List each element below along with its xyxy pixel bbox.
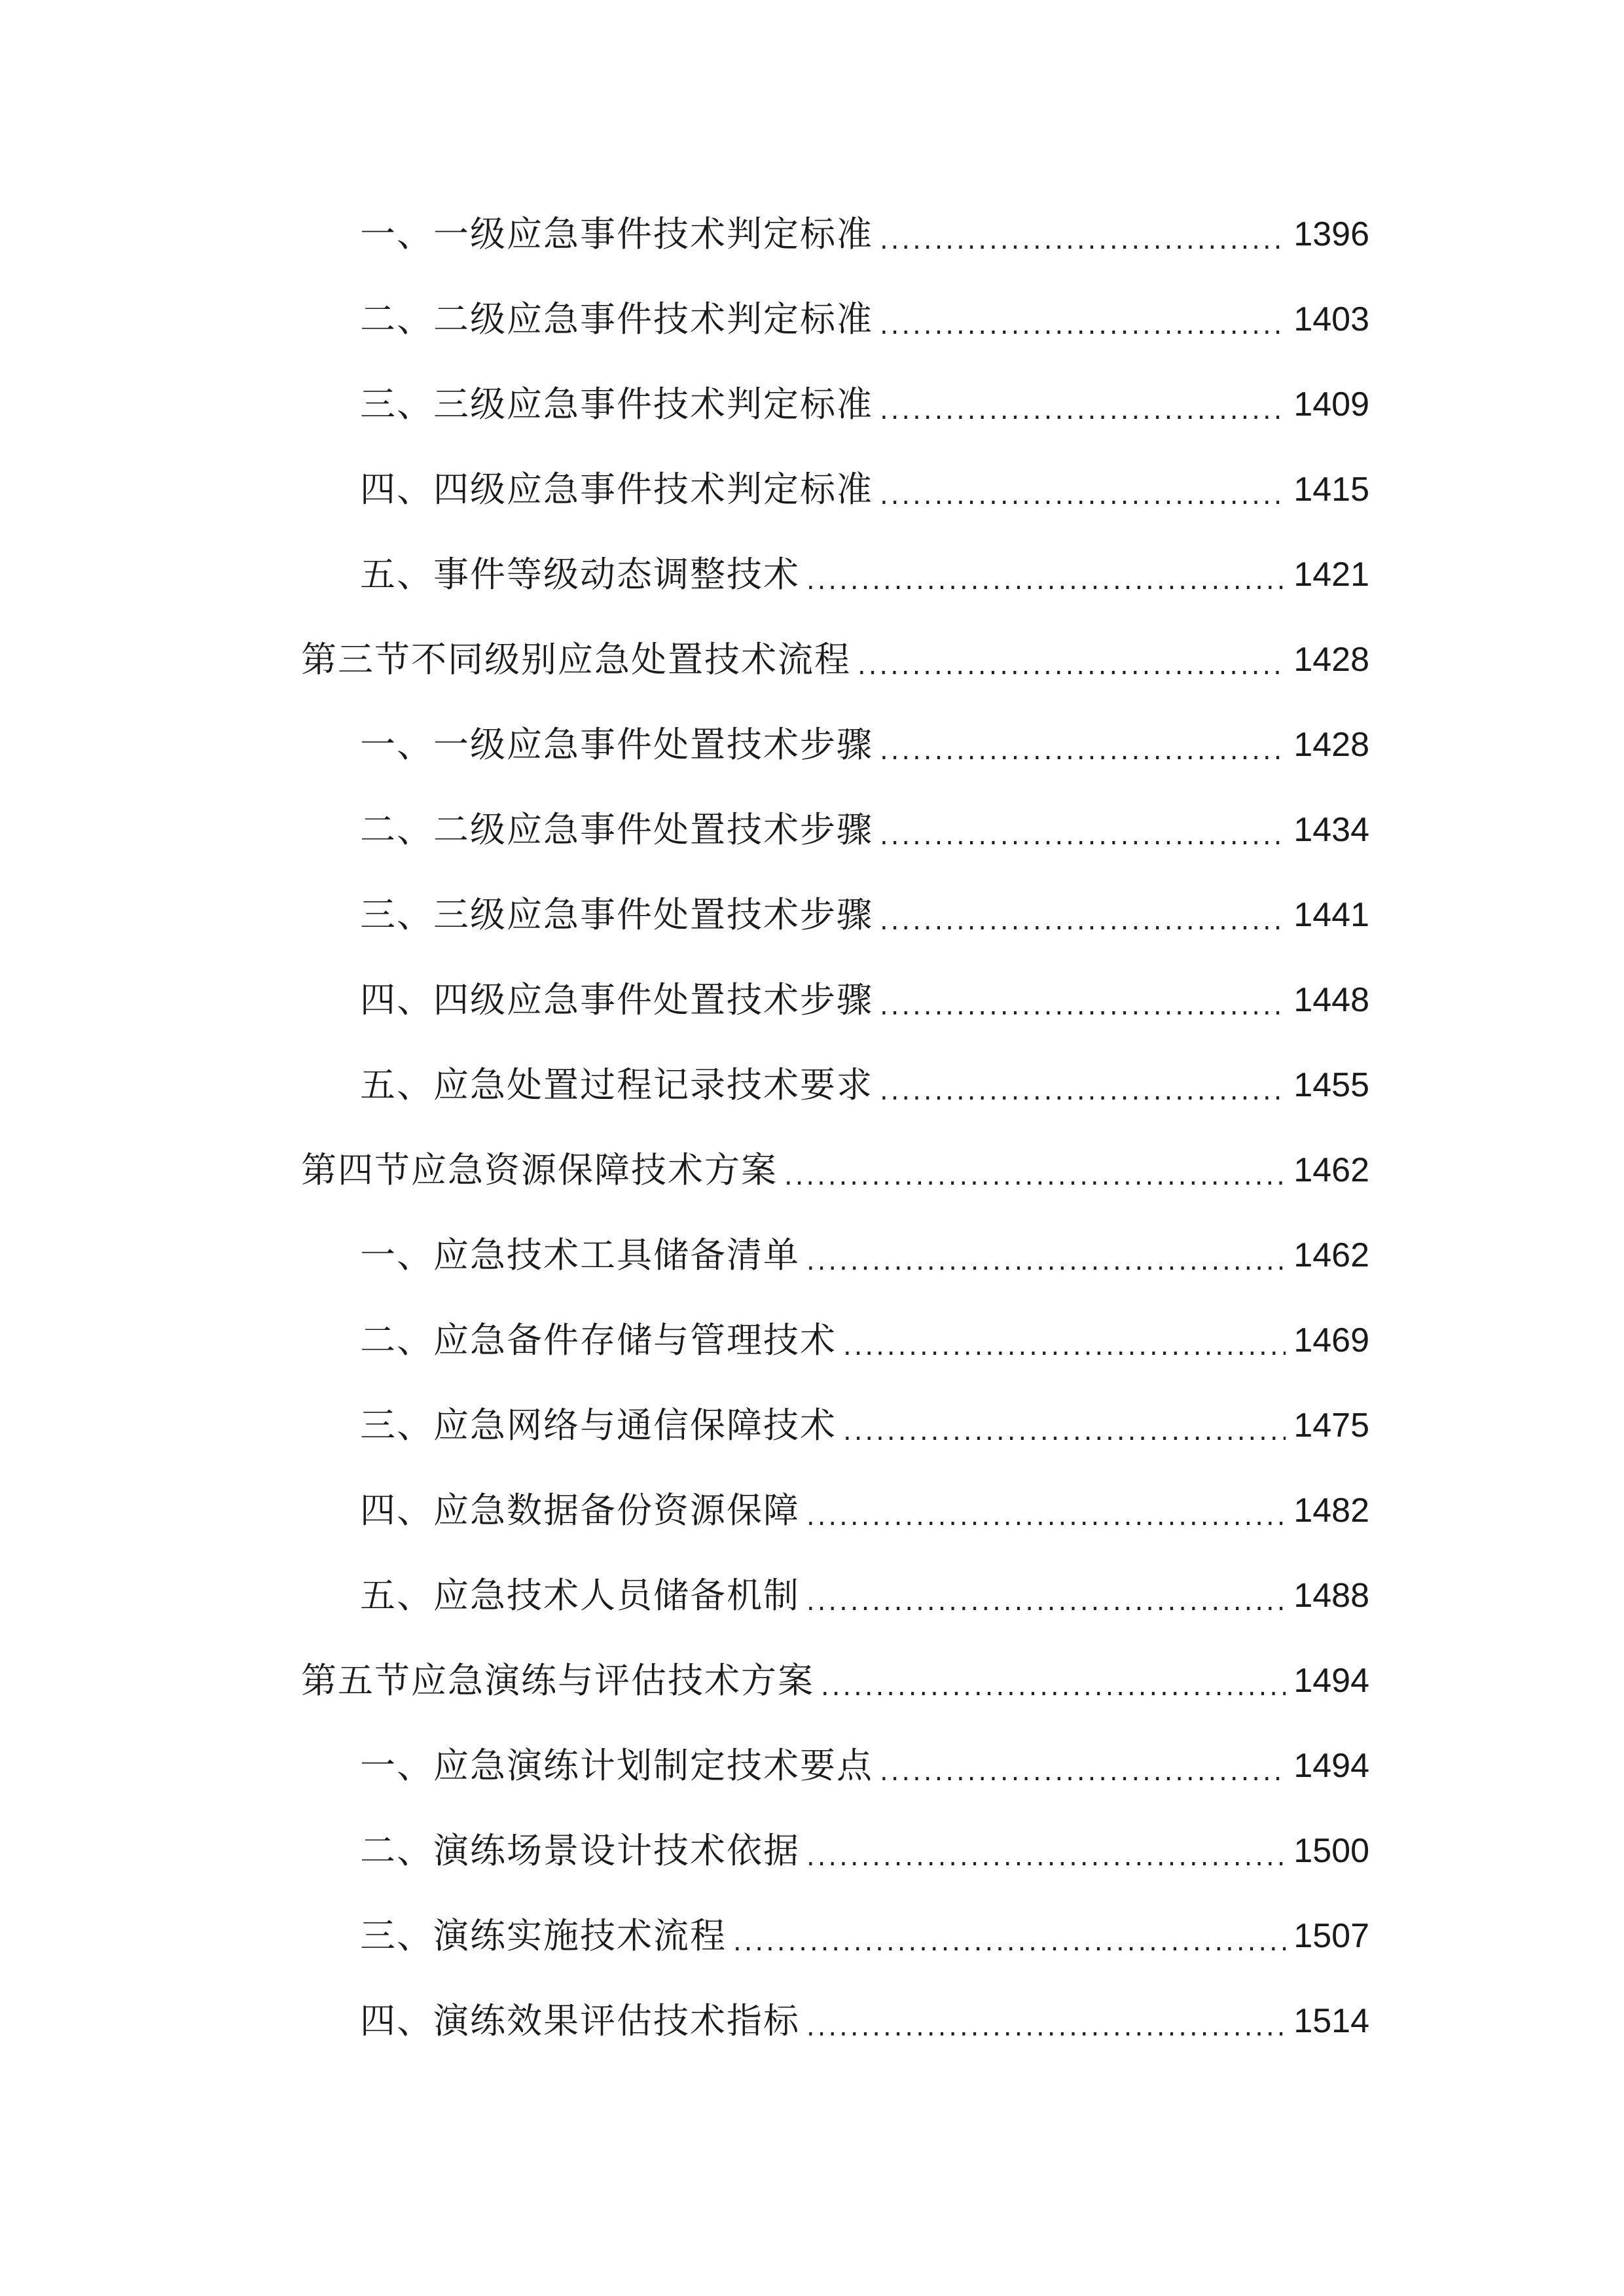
toc-entry[interactable] (360, 974, 1369, 1026)
toc-dot-leader (843, 1411, 1286, 1452)
toc-entry-title: 三、应急网络与通信保障技术 (360, 1405, 837, 1446)
toc-entry-page: 1396 (1293, 215, 1369, 253)
toc-entry-page: 1441 (1293, 896, 1369, 934)
toc-entry-page: 1448 (1293, 981, 1369, 1019)
toc-entry-page: 1421 (1293, 556, 1369, 594)
toc-entry[interactable] (360, 1825, 1369, 1877)
toc-dot-leader (806, 1581, 1286, 1622)
toc-entry[interactable] (360, 1995, 1369, 2047)
toc-dot-leader (806, 1241, 1286, 1282)
toc-dot-leader (880, 901, 1286, 941)
toc-entry[interactable] (360, 548, 1369, 601)
toc-entry-page: 1455 (1293, 1066, 1369, 1104)
toc-entry-title: 一、应急技术工具储备清单 (360, 1234, 800, 1276)
toc-dot-leader (880, 1071, 1286, 1111)
toc-entry-page: 1507 (1293, 1917, 1369, 1955)
toc-dot-leader (806, 560, 1286, 601)
toc-entry-title: 五、应急处置过程记录技术要求 (360, 1064, 873, 1105)
toc-dot-leader (806, 1837, 1286, 1877)
toc-dot-leader (821, 1666, 1286, 1707)
toc-entry-page: 1488 (1293, 1577, 1369, 1615)
toc-entry-title: 二、二级应急事件技术判定标准 (360, 298, 873, 340)
toc-entry-title: 第三节不同级别应急处置技术流程 (301, 639, 851, 680)
toc-dot-leader (880, 305, 1286, 346)
toc-entry-page: 1494 (1293, 1662, 1369, 1700)
toc-entry-page: 1500 (1293, 1832, 1369, 1870)
toc-section-entry[interactable] (301, 1655, 1369, 1707)
toc-dot-leader (880, 816, 1286, 856)
toc-dot-leader (843, 1326, 1286, 1367)
toc-entry[interactable] (360, 378, 1369, 431)
toc-entry-title: 一、一级应急事件处置技术步骤 (360, 724, 873, 765)
toc-entry-page: 1494 (1293, 1747, 1369, 1785)
toc-entry[interactable] (360, 804, 1369, 856)
toc-entry-page: 1434 (1293, 811, 1369, 849)
toc-entry-page: 1469 (1293, 1321, 1369, 1359)
toc-dot-leader (784, 1156, 1286, 1196)
toc-entry-page: 1428 (1293, 726, 1369, 764)
toc-entry[interactable] (360, 719, 1369, 771)
toc-dot-leader (806, 2007, 1286, 2047)
toc-entry[interactable] (360, 293, 1369, 346)
toc-dot-leader (880, 986, 1286, 1026)
toc-dot-leader (880, 475, 1286, 516)
toc-dot-leader (733, 1922, 1286, 1962)
toc-entry-title: 三、演练实施技术流程 (360, 1915, 727, 1956)
toc-entry[interactable] (360, 1910, 1369, 1962)
toc-entry-title: 四、演练效果评估技术指标 (360, 2000, 800, 2041)
toc-section-entry[interactable] (301, 634, 1369, 686)
toc-entry[interactable] (360, 1484, 1369, 1537)
toc-entry-title: 二、应急备件存储与管理技术 (360, 1319, 837, 1361)
toc-entry-title: 一、应急演练计划制定技术要点 (360, 1745, 873, 1786)
toc-entry-page: 1403 (1293, 300, 1369, 338)
toc-dot-leader (880, 390, 1286, 431)
toc-entry-page: 1514 (1293, 2002, 1369, 2040)
toc-entry-title: 四、四级应急事件处置技术步骤 (360, 979, 873, 1020)
toc-dot-leader (857, 645, 1286, 686)
toc-entry-title: 二、演练场景设计技术依据 (360, 1830, 800, 1871)
toc-entry-title: 第五节应急演练与评估技术方案 (301, 1660, 814, 1701)
toc-entry-title: 三、三级应急事件处置技术步骤 (360, 894, 873, 935)
toc-entry[interactable] (360, 1399, 1369, 1452)
toc-dot-leader (880, 220, 1286, 260)
toc-dot-leader (806, 1496, 1286, 1537)
toc-entry-page: 1415 (1293, 471, 1369, 509)
toc-entry-page: 1462 (1293, 1151, 1369, 1189)
toc-entry[interactable] (360, 1570, 1369, 1622)
toc-dot-leader (880, 730, 1286, 771)
toc-entry[interactable] (360, 1740, 1369, 1792)
toc-entry[interactable] (360, 208, 1369, 260)
toc-entry-page: 1475 (1293, 1407, 1369, 1444)
toc-entry-title: 五、应急技术人员储备机制 (360, 1575, 800, 1616)
toc-section-entry[interactable] (301, 1144, 1369, 1196)
toc-entry-title: 四、应急数据备份资源保障 (360, 1490, 800, 1531)
toc-entry-title: 第四节应急资源保障技术方案 (301, 1149, 778, 1191)
toc-entry[interactable] (360, 1059, 1369, 1111)
toc-entry-page: 1462 (1293, 1236, 1369, 1274)
toc-entry-page: 1428 (1293, 641, 1369, 679)
toc-entry[interactable] (360, 1314, 1369, 1367)
toc-entry[interactable] (360, 889, 1369, 941)
toc-entry-page: 1409 (1293, 386, 1369, 423)
toc-entry[interactable] (360, 463, 1369, 516)
toc-entry-title: 三、三级应急事件技术判定标准 (360, 384, 873, 425)
toc-entry-title: 五、事件等级动态调整技术 (360, 554, 800, 595)
toc-entry-title: 一、一级应急事件技术判定标准 (360, 213, 873, 255)
toc-entry-page: 1482 (1293, 1492, 1369, 1530)
toc-entry-title: 二、二级应急事件处置技术步骤 (360, 809, 873, 850)
toc-entry-title: 四、四级应急事件技术判定标准 (360, 469, 873, 510)
toc-dot-leader (880, 1751, 1286, 1792)
toc-entry[interactable] (360, 1229, 1369, 1282)
